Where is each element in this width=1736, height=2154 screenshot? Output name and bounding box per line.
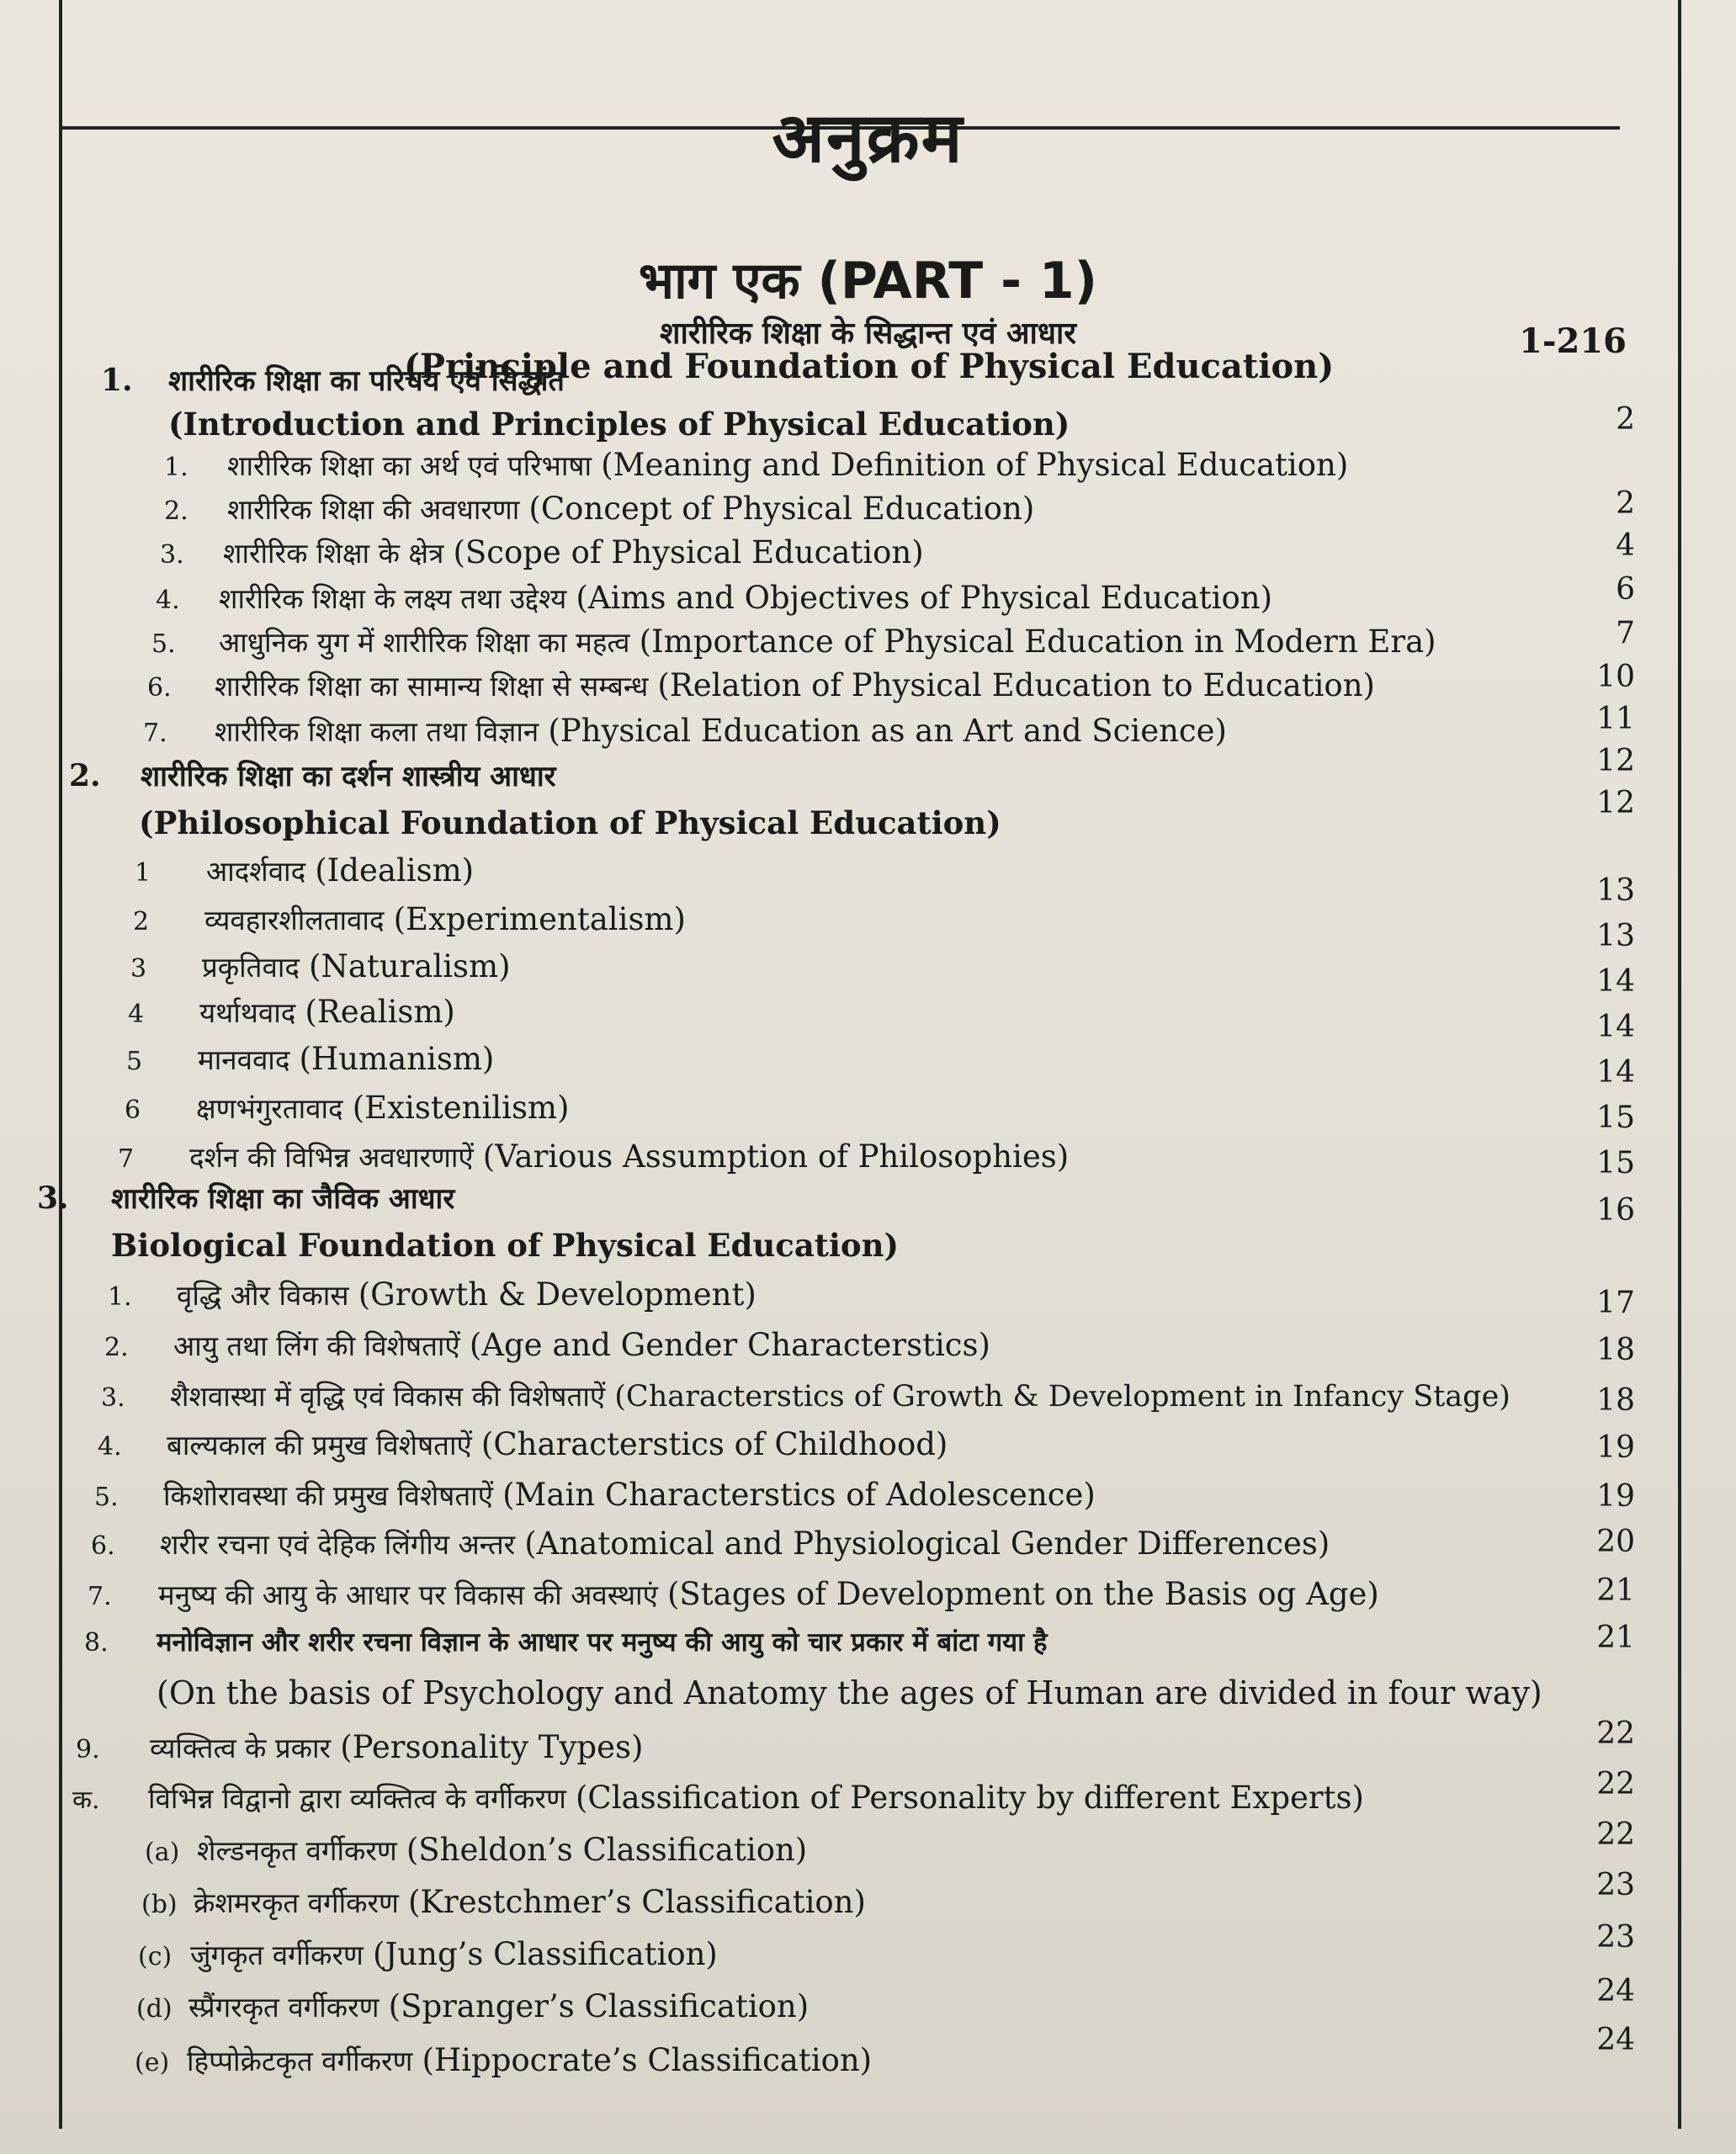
item-title-english: (Hippocrate’s Classification): [422, 2042, 873, 2078]
item-title-english: (Characterstics of Growth & Development in Infancy Stage): [614, 1380, 1510, 1414]
item-title-hindi: मानववाद: [198, 1043, 290, 1076]
toc-item[interactable]: [91, 1525, 1330, 1562]
item-title-hindi: स्प्रैंगरकृत वर्गीकरण: [188, 1991, 380, 2024]
item-title-hindi: आयु तथा लिंग की विशेषताऐं: [173, 1329, 460, 1362]
toc-item[interactable]: [72, 1779, 1364, 1817]
toc-item[interactable]: [138, 1935, 718, 1973]
item-title-hindi: आदर्शवाद: [206, 855, 306, 888]
page-number: 19: [1596, 1479, 1635, 1514]
section-title-english: (Philosophical Foundation of Physical Education): [139, 804, 1001, 841]
item-number: 3.: [160, 540, 184, 570]
toc-item[interactable]: [151, 623, 1436, 661]
item-title-hindi: शारीरिक शिक्षा कला तथा विज्ञान: [215, 715, 539, 748]
item-title-english: (Sheldon’s Classification): [406, 1832, 808, 1868]
page-number: 22: [1596, 1767, 1635, 1801]
item-title-hindi: व्यक्तित्व के प्रकार: [150, 1732, 332, 1764]
toc-item[interactable]: [156, 579, 1272, 617]
item-title-english: (Realism): [305, 994, 455, 1030]
toc-item[interactable]: [126, 1040, 494, 1078]
page-number: 19: [1596, 1430, 1635, 1465]
toc-item[interactable]: [141, 1883, 866, 1921]
page-number: 24: [1596, 1974, 1635, 2008]
item-title-hindi: हिप्पोक्रेटकृत वर्गीकरण: [187, 2045, 413, 2077]
toc-item[interactable]: [135, 2041, 872, 2079]
item-number: 5.: [94, 1483, 119, 1512]
toc-item[interactable]: [135, 852, 474, 889]
item-title-english: (Existenilism): [352, 1090, 570, 1126]
item-title-english: (Scope of Physical Education): [453, 534, 924, 570]
item-number: 9.: [76, 1735, 100, 1764]
item-title-hindi: आधुनिक युग में शारीरिक शिक्षा का महत्व: [219, 626, 630, 659]
page-number: 6: [1616, 572, 1635, 607]
page-number: 2: [1616, 402, 1635, 437]
page-title: अनुक्रम: [772, 98, 964, 178]
part-subtitle-hindi: शारीरिक शिक्षा के सिद्धान्त एवं आधार: [659, 316, 1077, 351]
item-number: (d): [136, 1994, 173, 2024]
item-title-english: (Humanism): [299, 1041, 495, 1077]
item-title-hindi: क्रेशमरकृत वर्गीकरण: [194, 1886, 399, 1919]
item-title-english: (Importance of Physical Education in Modern Era): [639, 623, 1436, 660]
page-number: 24: [1596, 2023, 1635, 2057]
item-title-english: (Relation of Physical Education to Education): [657, 667, 1375, 703]
section-subtitle: [139, 804, 1001, 841]
page-number: 11: [1596, 702, 1635, 736]
item-title-hindi: व्यवहारशीलतावाद: [204, 904, 385, 936]
page-number: 17: [1596, 1286, 1635, 1320]
item-title-hindi: मनोविज्ञान और शरीर रचना विज्ञान के आधार पर मनुष्य की आयु को चार प्रकार में बांटा गया है: [157, 1627, 1048, 1658]
toc-item[interactable]: [98, 1425, 948, 1463]
page-number: 7: [1616, 616, 1635, 650]
toc-item[interactable]: [94, 1476, 1096, 1514]
part-title: भाग एक (PART - 1): [638, 252, 1098, 310]
toc-item[interactable]: [101, 1377, 1510, 1414]
item-title-hindi: शरीर रचना एवं देहिक लिंगीय अन्तर: [160, 1528, 516, 1561]
toc-item[interactable]: [76, 1728, 643, 1766]
item-number: (b): [141, 1890, 178, 1919]
item-number: (a): [145, 1838, 180, 1867]
item-title-english: (Krestchmer’s Classification): [407, 1884, 866, 1920]
item-title-hindi: क्षणभंगुरतावाद: [196, 1092, 343, 1125]
item-title-english: (Naturalism): [309, 948, 511, 984]
item-number: 5.: [151, 629, 176, 659]
section-subtitle: [111, 1227, 899, 1264]
item-title-english: (Aims and Objectives of Physical Education): [576, 580, 1273, 616]
section-heading[interactable]: [69, 756, 556, 794]
item-title-hindi: शारीरिक शिक्षा के लक्ष्य तथा उद्देश्य: [219, 582, 567, 615]
toc-item[interactable]: [125, 1089, 569, 1127]
page-number: 4: [1616, 528, 1635, 563]
item-title-english: (Idealism): [315, 852, 475, 889]
item-title-hindi: दर्शन की विभिन्न अवधारणाऐं: [189, 1141, 474, 1174]
page-number: 12: [1596, 744, 1635, 778]
part-page-range: 1-216: [1519, 321, 1627, 361]
item-title-hindi: शारीरिक शिक्षा के क्षेत्र: [223, 537, 444, 570]
page-number: 22: [1596, 1817, 1635, 1852]
item-title-hindi: यर्थाथवाद: [199, 996, 296, 1029]
toc-item[interactable]: [128, 993, 455, 1031]
item-title-hindi: किशोरावस्था की प्रमुख विशेषताऐं: [163, 1479, 493, 1512]
page-number: 20: [1596, 1525, 1635, 1559]
item-number: (e): [135, 2048, 170, 2077]
section-title-hindi: शारीरिक शिक्षा का जैविक आधार: [111, 1182, 455, 1216]
page-number: 18: [1596, 1383, 1635, 1418]
item-number: 4: [128, 1000, 145, 1029]
section-title-english: Biological Foundation of Physical Education): [111, 1227, 900, 1264]
item-title-hindi: वृद्धि और विकास: [177, 1279, 349, 1312]
item-number: 4.: [156, 586, 180, 615]
toc-item[interactable]: [164, 446, 1348, 484]
item-title-hindi: शारीरिक शिक्षा की अवधारणा: [227, 493, 520, 526]
page-number: 16: [1596, 1193, 1635, 1228]
section-subtitle: [168, 406, 1070, 443]
item-number: 6.: [147, 673, 172, 703]
item-number: 2: [133, 907, 150, 936]
section-number: 1.: [101, 363, 133, 398]
item-title-english: (Meaning and Definition of Physical Education): [601, 447, 1349, 483]
toc-item[interactable]: [164, 490, 1034, 528]
item-title-english: (Age and Gender Characterstics): [469, 1327, 990, 1363]
item-title-english: (Physical Education as an Art and Science): [548, 713, 1227, 749]
page-number: 21: [1596, 1621, 1635, 1655]
section-title-english: (Introduction and Principles of Physical Education): [168, 406, 1070, 443]
item-title-english: (Concept of Physical Education): [528, 491, 1035, 527]
item-title-hindi: प्रकृतिवाद: [202, 951, 300, 984]
item-number: 5: [126, 1047, 143, 1076]
part-subtitle-english: (Principle and Foundation of Physical Education): [404, 347, 1335, 386]
item-title-hindi: बाल्यकाल की प्रमुख विशेषताऐं: [167, 1429, 472, 1462]
toc-item[interactable]: [130, 947, 511, 985]
page-number: 2: [1616, 486, 1635, 521]
item-number: 4.: [98, 1432, 122, 1462]
item-title-english: (Jung’s Classification): [373, 1936, 718, 1972]
item-title-hindi: शैशवास्था में वृद्धि एवं विकास की विशेषताऐं: [170, 1380, 606, 1413]
item-title-english: (Stages of Development on the Basis og Age): [666, 1576, 1379, 1612]
page-number: 13: [1596, 919, 1635, 953]
toc-item[interactable]: [108, 1276, 757, 1313]
section-number: 3.: [37, 1180, 69, 1216]
toc-item[interactable]: [136, 1987, 809, 2025]
item-number: 2.: [164, 496, 188, 526]
toc-item[interactable]: [104, 1326, 990, 1364]
item-number: 7: [118, 1144, 135, 1174]
item-title-english: (Personality Types): [340, 1729, 644, 1765]
item-number: 1: [135, 858, 151, 888]
section-heading[interactable]: [37, 1178, 454, 1217]
page-number: 15: [1596, 1101, 1635, 1135]
section-number: 2.: [69, 758, 101, 793]
toc-item[interactable]: [88, 1575, 1379, 1613]
page-number: 14: [1596, 964, 1635, 999]
item-title-english: (Main Characterstics of Adolescence): [502, 1477, 1096, 1513]
item-number: 2.: [104, 1333, 129, 1362]
item-number: (c): [138, 1942, 173, 1971]
page-number: 23: [1596, 1868, 1635, 1902]
page-number: 10: [1596, 660, 1635, 694]
page-number: 14: [1596, 1010, 1635, 1044]
toc-item-continuation: [157, 1674, 1542, 1711]
item-number: 1.: [164, 453, 188, 482]
page-number: 21: [1596, 1573, 1635, 1608]
item-title-hindi: मनुष्य की आयु के आधार पर विकास की अवस्थाएं: [158, 1578, 658, 1611]
item-title-english: (Characterstics of Childhood): [480, 1426, 948, 1462]
page-number: 23: [1596, 1920, 1635, 1955]
section-heading[interactable]: [101, 360, 565, 399]
item-number: 1.: [108, 1282, 132, 1312]
item-number: 6.: [91, 1531, 115, 1561]
toc-item[interactable]: [145, 1831, 807, 1869]
item-title-hindi: शेल्डनकृत वर्गीकरण: [197, 1834, 397, 1867]
section-title-hindi: शारीरिक शिक्षा का परिचय एवं सिद्धांत: [168, 364, 565, 398]
item-title-hindi: शारीरिक शिक्षा का सामान्य शिक्षा से सम्बन्ध: [215, 670, 649, 703]
item-number: 7.: [88, 1582, 112, 1611]
item-title-english: (On the basis of Psychology and Anatomy the ages of Human are divided in four way): [157, 1674, 1542, 1711]
item-title-english: (Anatomical and Physiological Gender Differences): [524, 1525, 1330, 1562]
item-title-english: (Spranger’s Classification): [388, 1988, 810, 2024]
item-number: 3.: [101, 1383, 125, 1413]
item-title-hindi: शारीरिक शिक्षा का अर्थ एवं परिभाषा: [227, 449, 592, 482]
toc-item[interactable]: [160, 533, 924, 571]
page-number: 15: [1596, 1146, 1635, 1180]
item-number: 3: [130, 954, 147, 984]
item-title-english: (Growth & Development): [358, 1276, 757, 1313]
page-number: 18: [1596, 1333, 1635, 1367]
item-title-hindi: विभिन्न विद्वानो द्वारा व्यक्तित्व के वर्गीकरण: [148, 1782, 566, 1815]
item-title-english: (Various Assumption of Philosophies): [482, 1138, 1070, 1175]
item-number: 7.: [143, 719, 167, 748]
page-number: 14: [1596, 1055, 1635, 1090]
page-number: 22: [1596, 1716, 1635, 1751]
item-title-english: (Classification of Personality by different Experts): [575, 1780, 1364, 1816]
item-title-hindi: जुंगकृत वर्गीकरण: [190, 1939, 364, 1971]
item-number: क.: [72, 1785, 100, 1815]
item-number: 8.: [84, 1628, 109, 1658]
toc-item[interactable]: [143, 712, 1227, 750]
page-number: 13: [1596, 873, 1635, 908]
toc-item[interactable]: [147, 666, 1375, 704]
item-title-english: (Experimentalism): [393, 901, 686, 937]
page-number: 12: [1596, 786, 1635, 820]
toc-item[interactable]: [118, 1138, 1069, 1175]
item-number: 6: [125, 1096, 141, 1125]
section-title-hindi: शारीरिक शिक्षा का दर्शन शास्त्रीय आधार: [141, 760, 556, 793]
toc-item[interactable]: [84, 1624, 1047, 1659]
toc-item[interactable]: [133, 900, 686, 938]
